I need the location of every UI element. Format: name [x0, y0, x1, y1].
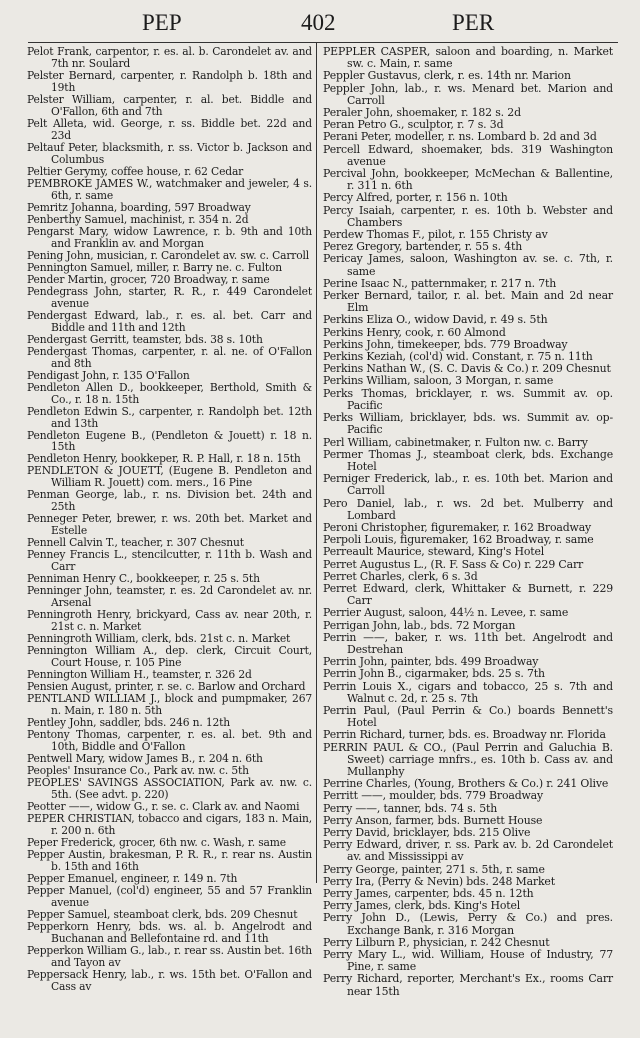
directory-entry: Pendegrass John, starter, R. R., r. 449 Carondelet avenue [27, 284, 312, 310]
directory-entry: Pendleton Allen D., bookkeeper, Berthold, Smith & Co., r. 18 n. 15th [27, 380, 312, 406]
directory-entry: Peroni Christopher, figuremaker, r. 162 Broadway [323, 520, 592, 534]
directory-entry: Pemritz Johanna, boarding, 597 Broadway [27, 200, 251, 214]
directory-entry: Perreault Maurice, steward, King's Hotel [323, 545, 545, 559]
directory-entry: Penningroth William, clerk, bds. 21st c. n. Market [27, 632, 291, 646]
directory-entry: Peltauf Peter, blacksmith, r. ss. Victor b. Jackson and Columbus [27, 140, 312, 166]
directory-entry: PENTLAND WILLIAM J., block and pumpmaker, 267 n. Main, r. 180 n. 5th [27, 692, 312, 718]
directory-entry: Pericay James, saloon, Washington av. se. c. 7th, r. same [323, 252, 613, 278]
directory-entry: Pepper Austin, brakesman, P. R. R., r. rear ns. Austin b. 15th and 16th [27, 847, 312, 873]
directory-entry: Pelster William, carpenter, r. al. bet. Biddle and O'Fallon, 6th and 7th [27, 92, 312, 118]
directory-entry: Pender Martin, grocer, 720 Broadway, r. same [27, 272, 270, 286]
directory-entry: Perry Edward, driver, r. ss. Park av. b. 2d Carondelet av. and Mississippi av [323, 838, 613, 864]
directory-entry: Perani Peter, modeller, r. ns. Lombard b. 2d and 3d [323, 130, 597, 144]
directory-entry: Perrin Louis X., cigars and tobacco, 25 s. 7th and Walnut c. 2d, r. 25 s. 7th [323, 679, 613, 705]
directory-entry: Penninger John, teamster, r. es. 2d Carondelet av. nr. Arsenal [27, 584, 312, 610]
directory-entry: Percy Isaiah, carpenter, r. es. 10th b. Webster and Chambers [323, 203, 613, 229]
directory-entry: Perkins Keziah, (col'd) wid. Constant, r. 75 n. 11th [323, 350, 593, 364]
directory-entry: Pennington William H., teamster, r. 326 2d [27, 668, 252, 682]
directory-entry: Perez Gregory, bartender, r. 55 s. 4th [323, 240, 523, 254]
directory-entry: Peper Frederick, grocer, 6th nw. c. Wash, r. same [27, 835, 286, 849]
directory-entry: Perrin Richard, turner, bds. es. Broadway nr. Florida [323, 728, 606, 742]
directory-entry: Peotter ——, widow G., r. se. c. Clark av. and Naomi [27, 800, 300, 814]
left-column [27, 46, 312, 993]
directory-entry: Pening John, musician, r. Carondelet av. sw. c. Carroll [27, 248, 310, 262]
directory-entry: Perrin John, painter, bds. 499 Broadway [323, 655, 539, 669]
directory-entry: Pennell Calvin T., teacher, r. 307 Chesnut [27, 536, 244, 550]
directory-entry: Perrin John B., cigarmaker, bds. 25 s. 7th [323, 667, 545, 681]
directory-entry: Pelt Alleta, wid. George, r. ss. Biddle bet. 22d and 23d [27, 116, 312, 142]
right-column [323, 46, 613, 998]
left-guide-word: PEP [142, 10, 182, 35]
directory-entry: Perine Isaac N., patternmaker, r. 217 n. 7th [323, 276, 557, 290]
directory-entry: Perry George, painter, 271 s. 5th, r. same [323, 862, 545, 876]
directory-entry: Peppler Gustavus, clerk, r. es. 14th nr. Marion [323, 69, 571, 83]
directory-entry: Pendleton Henry, bookkeper, R. P. Hall, r. 18 n. 15th [27, 452, 301, 466]
directory-entry: Perrier August, saloon, 44½ n. Levee, r. same [323, 606, 569, 620]
directory-entry: Perry James, clerk, bds. King's Hotel [323, 899, 521, 913]
header-rule [28, 42, 618, 43]
right-guide-word: PER [452, 10, 495, 35]
directory-entry: Perry Anson, farmer, bds. Burnett House [323, 813, 543, 827]
directory-entry: Penman George, lab., r. ns. Division bet. 24th and 25th [27, 488, 312, 514]
directory-entry: Perker Bernard, tailor, r. al. bet. Main and 2d near Elm [323, 289, 613, 315]
directory-entry: Pensien August, printer, r. se. c. Barlow and Orchard [27, 680, 306, 694]
page-number: 402 [301, 10, 336, 35]
directory-entry: Perry David, bricklayer, bds. 215 Olive [323, 826, 531, 839]
directory-entry: Perry Lilburn P., physician, r. 242 Chesnut [323, 935, 550, 949]
directory-entry: PERRIN PAUL & CO., (Paul Perrin and Galuchia B. Sweet) carriage mnfrs., es. 10th b. Cass av. and Mullanphy [323, 740, 613, 778]
directory-entry: Peppersack Henry, lab., r. ws. 15th bet. O'Fallon and Cass av [27, 967, 312, 993]
directory-entry: PENDLETON & JOUETT, (Eugene B. Pendleton and William R. Jouett) com. mers., 16 Pine [27, 464, 312, 490]
directory-entry: Peoples' Insurance Co., Park av. nw. c. 5th [27, 764, 249, 778]
directory-entry: Perrin Paul, (Paul Perrin & Co.) boards Bennett's Hotel [323, 703, 613, 730]
directory-entry: Perdew Thomas F., pilot, r. 155 Christy av [323, 228, 548, 242]
directory-entry: Perrigan John, lab., bds. 72 Morgan [323, 618, 516, 632]
directory-entry: Perpoli Louis, figuremaker, 162 Broadway, r. same [323, 533, 594, 547]
directory-entry: Pendigast John, r. 135 O'Fallon [27, 368, 190, 382]
directory-entry: Pennington William A., dep. clerk, Circuit Court, Court House, r. 105 Pine [27, 644, 312, 670]
directory-entry: Pendergast Edward, lab., r. es. al. bet. Carr and Biddle and 11th and 12th [27, 308, 312, 334]
directory-entry: Perrine Charles, (Young, Brothers & Co.) r. 241 Olive [323, 777, 609, 791]
directory-entry: PEOPLES' SAVINGS ASSOCIATION, Park av. nw. c. 5th. (See advt. p. 220) [27, 776, 312, 802]
directory-entry: Pepper Manuel, (col'd) engineer, 55 and 57 Franklin avenue [27, 883, 312, 909]
directory-entry: Percival John, bookkeeper, McMechan & Ballentine, r. 311 n. 6th [323, 167, 613, 193]
column-divider [316, 43, 317, 883]
directory-entry: Perkins Nathan W., (S. C. Davis & Co.) r. 209 Chesnut [323, 362, 611, 376]
directory-entry: Perry John D., (Lewis, Perry & Co.) and pres. Exchange Bank, r. 316 Morgan [323, 911, 613, 937]
directory-entry: Perkins John, timekeeper, bds. 779 Broadway [323, 337, 568, 351]
directory-entry: Penney Francis L., stencilcutter, r. 11th b. Wash and Carr [27, 548, 312, 574]
directory-entry: Percell Edward, shoemaker, bds. 319 Washington avenue [323, 142, 613, 168]
directory-entry: Pepper Emanuel, engineer, r. 149 n. 7th [27, 871, 238, 885]
directory-entry: Penniman Henry C., bookkeeper, r. 25 s. 5th [27, 572, 260, 586]
directory-entry: Pendleton Eugene B., (Pendleton & Jouett) r. 18 n. 15th [27, 428, 312, 454]
directory-entry: Permer Thomas J., steamboat clerk, bds. Exchange Hotel [323, 447, 613, 473]
directory-entry: Pengarst Mary, widow Lawrence, r. b. 9th and 10th and Franklin av. and Morgan [27, 224, 312, 250]
directory-entry: Pepperkon William G., lab., r. rear ss. Austin bet. 16th and Tayon av [27, 943, 312, 969]
directory-entry: Perrin ——, baker, r. ws. 11th bet. Angelrodt and Destrehan [323, 630, 613, 656]
directory-entry: Peppler John, lab., r. ws. Menard bet. Marion and Carroll [323, 81, 613, 107]
directory-entry: Pennington Samuel, miller, r. Barry ne. c. Fulton [27, 260, 283, 274]
directory-entry: Peran Petro G., sculptor, r. 7 s. 3d [323, 118, 504, 132]
directory-entry: Pentley John, saddler, bds. 246 n. 12th [27, 716, 231, 730]
directory-entry: PEPER CHRISTIAN, tobacco and cigars, 183 n. Main, r. 200 n. 6th [27, 812, 312, 837]
directory-entry: Pendergast Gerritt, teamster, bds. 38 s. 10th [27, 332, 263, 346]
directory-entry: Pentwell Mary, widow James B., r. 204 n. 6th [27, 752, 263, 766]
directory-entry: Pepperkorn Henry, bds. ws. al. b. Angelrodt and Buchanan and Bellefontaine rd. and 11th [27, 919, 312, 945]
directory-entry: Pelster Bernard, carpenter, r. Randolph b. 18th and 19th [27, 68, 312, 94]
directory-entry: Perry Ira, (Perry & Nevin) bds. 248 Market [323, 874, 555, 888]
directory-entry: Pelot Frank, carpentor, r. es. al. b. Carondelet av. and 7th nr. Soulard [27, 45, 312, 70]
directory-entry: Perry ——, tanner, bds. 74 s. 5th [323, 801, 498, 815]
directory-entry: Pendergast Thomas, carpenter, r. al. ne. of O'Fallon and 8th [27, 344, 312, 370]
directory-entry: Perry Richard, reporter, Merchant's Ex., rooms Carr near 15th [323, 972, 613, 998]
directory-entry: PEMBROKE JAMES W., watchmaker and jeweler, 4 s. 6th, r. same [27, 176, 312, 202]
directory-entry: Perniger Frederick, lab., r. es. 10th bet. Marion and Carroll [323, 472, 613, 498]
page-header [0, 10, 640, 42]
directory-entry: Pero Daniel, lab., r. ws. 2d bet. Mulberry and Lombard [323, 496, 613, 522]
directory-entry: PEPPLER CASPER, saloon and boarding, n. Market sw. c. Main, r. same [323, 45, 613, 71]
directory-entry: Perkins Eliza O., widow David, r. 49 s. 5th [323, 313, 548, 327]
directory-entry: Pentony Thomas, carpenter, r. es. al. bet. 9th and 10th, Biddle and O'Fallon [27, 728, 312, 754]
directory-entry: Pendleton Edwin S., carpenter, r. Randolph bet. 12th and 13th [27, 404, 312, 430]
directory-entry: Penberthy Samuel, machinist, r. 354 n. 2d [27, 212, 249, 226]
directory-entry: Peraler John, shoemaker, r. 182 s. 2d [323, 106, 521, 120]
directory-entry: Perret Charles, clerk, 6 s. 3d [323, 569, 478, 583]
directory-entry: Penneger Peter, brewer, r. ws. 20th bet. Market and Estelle [27, 512, 312, 538]
directory-entry: Penningroth Henry, brickyard, Cass av. near 20th, r. 21st c. n. Market [27, 608, 312, 634]
directory-entry: Pepper Samuel, steamboat clerk, bds. 209 Chesnut [27, 907, 298, 921]
directory-entry: Perret Augustus L., (R. F. Sass & Co) r. 229 Carr [323, 557, 584, 571]
directory-entry: Perks William, bricklayer, bds. ws. Summit av. op-Pacific [323, 411, 613, 437]
directory-entry: Perret Edward, clerk, Whittaker & Burnett, r. 229 Carr [323, 581, 613, 608]
directory-entry: Perkins William, saloon, 3 Morgan, r. same [323, 374, 554, 388]
directory-entry: Perl William, cabinetmaker, r. Fulton nw. c. Barry [323, 435, 588, 449]
directory-entry: Perritt ——, moulder, bds. 779 Broadway [323, 789, 544, 803]
directory-entry: Peltier Gerymy, coffee house, r. 62 Cedar [27, 164, 244, 178]
directory-entry: Perkins Henry, cook, r. 60 Almond [323, 325, 506, 339]
directory-entry: Perry James, carpenter, bds. 45 n. 12th [323, 887, 534, 901]
directory-entry: Perry Mary L., wid. William, House of Industry, 77 Pine, r. same [323, 948, 613, 974]
directory-entry: Percy Alfred, porter, r. 156 n. 10th [323, 191, 508, 205]
directory-entry: Perks Thomas, bricklayer, r. ws. Summit av. op. Pacific [323, 386, 613, 412]
